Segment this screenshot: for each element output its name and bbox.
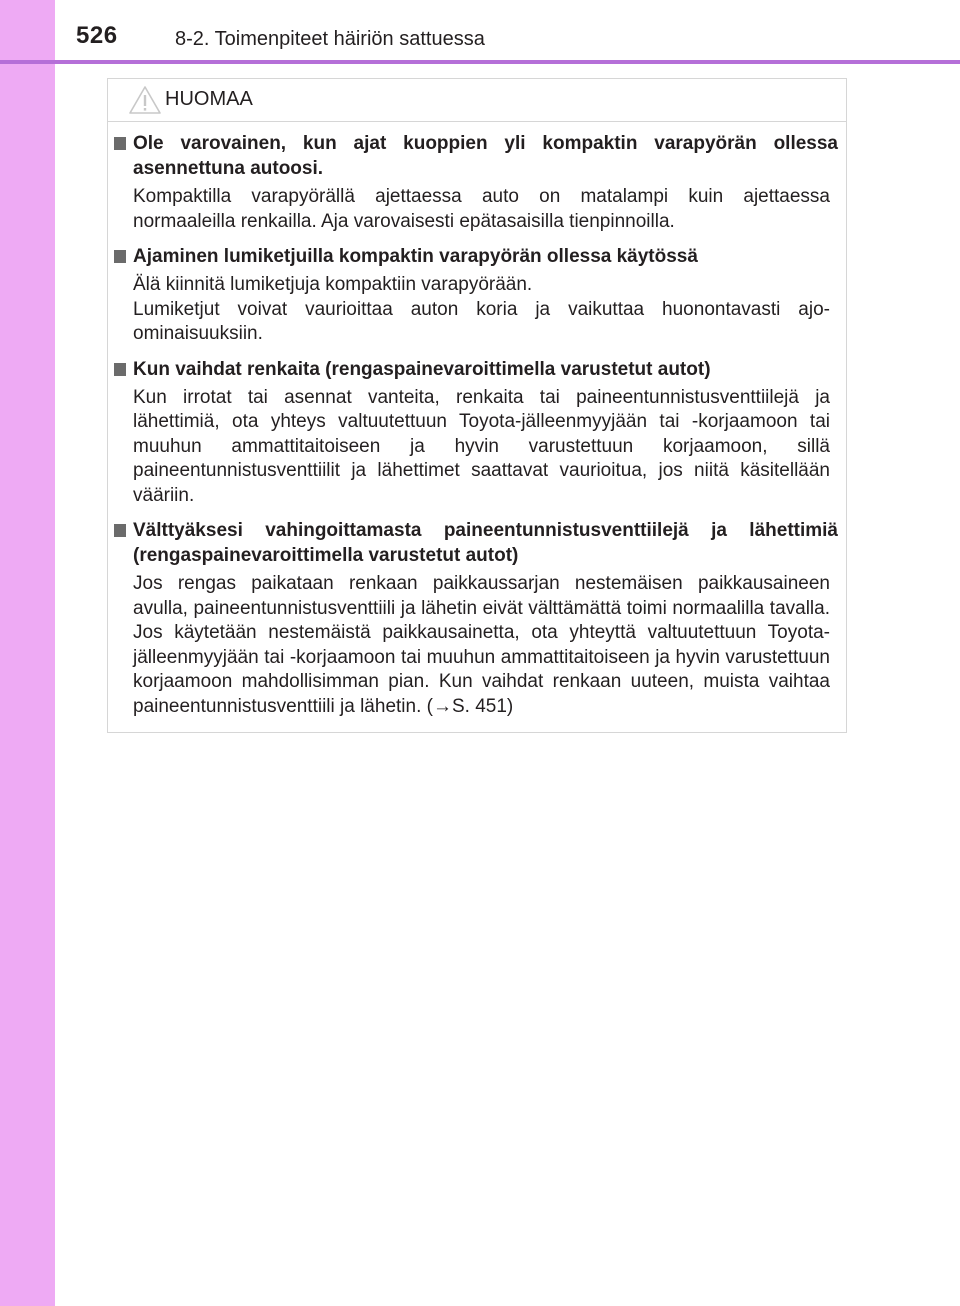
item-heading-text: Kun vaihdat renkaita (rengaspainevaroittimella varustetut autot) bbox=[133, 358, 711, 380]
page-reference-link[interactable]: S. 451) bbox=[451, 695, 514, 717]
notice-item bbox=[108, 518, 846, 719]
item-heading bbox=[133, 244, 838, 269]
item-text-body: Jos rengas paikataan renkaan paikkaussarjan nestemäisen paikkausaineen avulla, paineentunnistusventtiili ja lähetin eivät välttämättä toimi normaalilla tavalla. Jos käytetään nestemäistä paikkausainetta, ota yhteyttä valtuutettuun Toyota-jälleenmyyjään tai -korjaamoon tai muuhun ammattitaitoiseen ja hyvin varustettuun korjaamoon mahdollisimman pian. Kun vaihdat renkaan uuteen, muista vaihtaa paineentunnistusventtiili ja lähetin. ( bbox=[133, 573, 830, 717]
item-heading bbox=[133, 518, 838, 568]
notice-label: HUOMAA bbox=[165, 88, 253, 110]
item-heading-text: Välttyäksesi vahingoittamasta paineentunnistusventtiilejä ja lähettimiä (rengaspainevaroittimella varustetut autot) bbox=[133, 520, 838, 566]
item-text bbox=[133, 572, 830, 719]
square-bullet-icon bbox=[114, 137, 126, 150]
section-title: 8-2. Toimenpiteet häiriön sattuessa bbox=[175, 28, 485, 50]
item-text bbox=[133, 273, 830, 347]
arrow-right-icon: → bbox=[432, 695, 452, 717]
item-heading bbox=[133, 131, 838, 181]
notice-body bbox=[108, 131, 846, 719]
notice-item bbox=[108, 244, 846, 347]
notice-item bbox=[108, 357, 846, 509]
item-heading bbox=[133, 357, 838, 382]
notice-box bbox=[107, 78, 847, 733]
page-number: 526 bbox=[76, 22, 118, 49]
square-bullet-icon bbox=[114, 250, 126, 263]
notice-item bbox=[108, 131, 846, 234]
warning-triangle-icon bbox=[128, 85, 162, 115]
notice-header bbox=[108, 79, 846, 122]
square-bullet-icon bbox=[114, 363, 126, 376]
header-rule bbox=[0, 60, 960, 64]
item-text-line: Lumiketjut voivat vaurioittaa auton koria ja vaikuttaa huonontavasti ajo-ominaisuuksiin. bbox=[133, 298, 830, 344]
item-heading-text: Ole varovainen, kun ajat kuoppien yli kompaktin varapyörän ollessa asennettuna autoosi. bbox=[133, 133, 838, 179]
square-bullet-icon bbox=[114, 524, 126, 537]
item-text-line: Älä kiinnitä lumiketjuja kompaktiin varapyörään. bbox=[133, 274, 533, 295]
side-color-strip bbox=[0, 0, 55, 1306]
item-text: Kompaktilla varapyörällä ajettaessa auto on matalampi kuin ajettaessa normaaleilla renkailla. Aja varovaisesti epätasaisilla tienpinnoilla. bbox=[133, 186, 830, 232]
item-text: Kun irrotat tai asennat vanteita, renkaita tai paineentunnistusventtiilejä ja lähettimiä, ota yhteys valtuutettuun Toyota-jälleenmyyjään tai -korjaamoon tai muuhun ammattitaitoiseen ja hyvin varustettuun korjaamoon, sillä paineentunnistusventtiilit ja lähettimet saattavat vaurioitua, jos niitä käsitellään vääriin. bbox=[133, 386, 830, 506]
item-heading-text: Ajaminen lumiketjuilla kompaktin varapyörän ollessa käytössä bbox=[133, 246, 698, 267]
